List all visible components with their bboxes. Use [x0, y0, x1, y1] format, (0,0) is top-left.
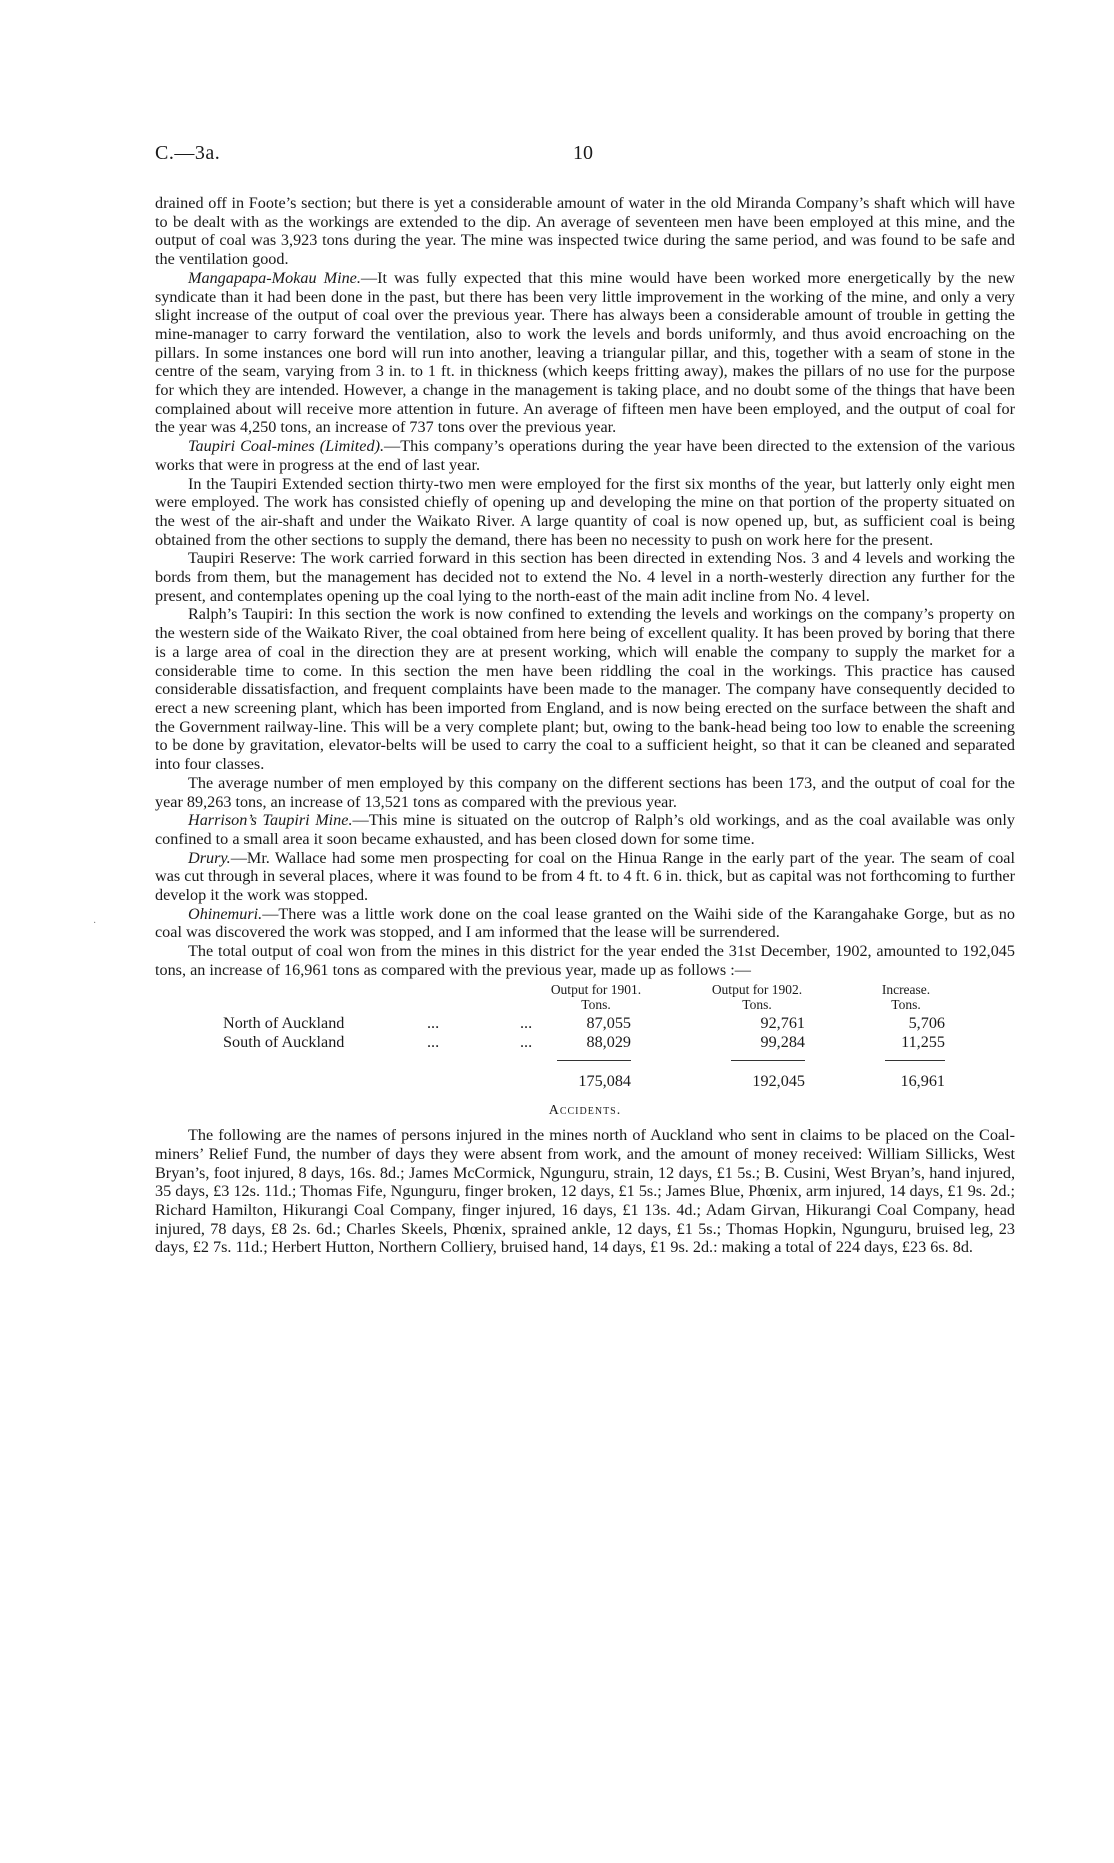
output-table	[155, 980, 1015, 1098]
header-label: Increase.	[881, 981, 931, 997]
cell-1901: 88,029	[586, 1032, 631, 1051]
row-label: South of Auckland	[223, 1032, 345, 1051]
paragraph-harrison-text: —This mine is situated on the outcrop of Ralph’s old workings, and as the coal available was only confined to a small area it soon became exhausted, and has been closed down for some time.	[155, 811, 1015, 848]
table-row	[155, 1033, 1015, 1053]
total-rule	[885, 1060, 945, 1061]
paragraph-drury	[155, 849, 1015, 905]
paragraph-taupiri-reserve: Taupiri Reserve: The work carried forward in this section has been directed in extending Nos. 3 and 4 levels and working the bords from them, but the management has decided not to extend the No. 4 level in a north-westerly direction any further for the present, and contemplates opening up the coal lying to the north-east of the main adit incline from No. 4 level.	[155, 549, 1015, 605]
paragraph-total-output: The total output of coal won from the mines in this district for the year ended the 31st December, 1902, amounted to 192,045 tons, an increase of 16,961 tons as compared with the previous year, made up as follows :—	[155, 942, 1015, 979]
italic-lead-ohinemuri: Ohinemuri.	[188, 904, 263, 923]
total-1902: 192,045	[752, 1071, 805, 1090]
header-unit: Tons.	[891, 996, 921, 1012]
cell-1901: 87,055	[586, 1013, 631, 1032]
header-label: Output for 1902.	[711, 981, 803, 997]
italic-lead-harrison: Harrison’s Taupiri Mine.	[188, 811, 353, 830]
header-unit: Tons.	[581, 996, 611, 1012]
paragraph-drury-text: —Mr. Wallace had some men prospecting for coal on the Hinua Range in the early part of the year. The seam of coal was cut through in several places, where it was found to be from 4 ft. to 4 ft. 6 in. thick, but as capital was not forthcoming to further develop it the work was stopped.	[155, 848, 1015, 905]
table-row	[155, 1014, 1015, 1034]
cell-1902: 92,761	[760, 1013, 805, 1032]
italic-lead-taupiri: Taupiri Coal-mines (Limited).	[188, 437, 385, 456]
cell-increase: 5,706	[908, 1013, 945, 1032]
table-total-row	[155, 1072, 1015, 1092]
paragraph-harrison	[155, 811, 1015, 848]
italic-lead-mangapapa: Mangapapa-Mokau Mine.	[188, 268, 361, 287]
leader-dots: ...	[427, 1032, 440, 1051]
leader-dots: ...	[520, 1032, 533, 1051]
section-heading-accidents: Accidents.	[548, 1102, 622, 1118]
table-header-increase	[855, 982, 957, 1012]
paragraph-accidents: The following are the names of persons injured in the mines north of Auckland who sent in claims to be placed on the Coal-miners’ Relief Fund, the number of days they were absent from work, and the amount of money received: William Sillicks, West Bryan’s, foot injured, 8 days, 16s. 8d.; James McCormick, Ngunguru, strain, 12 days, £1 5s.; B. Cusini, West Bryan’s, hand injured, 35 days, £3 12s. 11d.; Thomas Fife, Ngunguru, finger broken, 12 days, £1 5s.; James Blue, Phœnix, arm injured, 14 days, £1 9s. 2d.; Richard Hamilton, Hikurangi Coal Company, finger injured, 16 days, £1 13s. 4d.; Adam Girvan, Hikurangi Coal Company, head injured, 78 days, £8 2s. 6d.; Charles Skeels, Phœnix, sprained ankle, 12 days, £1 5s.; Thomas Hopkin, Ngunguru, bruised leg, 23 days, £2 7s. 11d.; Herbert Hutton, Northern Colliery, bruised hand, 14 days, £1 9s. 2d.: making a total of 224 days, £23 6s. 8d.	[155, 1126, 1015, 1257]
paragraph-taupiri-extended: In the Taupiri Extended section thirty-two men were employed for the first six months of the year, but latterly only eight men were employed. The work has consisted chiefly of opening up and developing the mine on that portion of the property situated on the west of the air-shaft and under the Waikato River. A large quantity of coal is now opened up, but, as sufficient coal is being obtained from the other sections to supply the demand, there has been no necessity to push on work here for the present.	[155, 474, 1015, 549]
paragraph-ohinemuri-text: —There was a little work done on the coal lease granted on the Waihi side of the Karangahake Gorge, but as no coal was discovered the work was stopped, and I am informed that the lease will be surrendered.	[155, 904, 1015, 942]
paragraph-miranda: drained off in Foote’s section; but there is yet a considerable amount of water in the old Miranda Company’s shaft which will have to be dealt with as the workings are extended to the dip. An average of seventeen men have been employed at this mine, and the output of coal was 3,923 tons during the year. The mine was inspected twice during the same period, and was found to be safe and the ventilation good.	[155, 194, 1015, 269]
cell-1902: 99,284	[760, 1032, 805, 1051]
paragraph-taupiri-text: —This company’s operations during the year have been directed to the extension of the various works that were in progress at the end of last year.	[155, 437, 1015, 474]
page-header	[155, 142, 1015, 172]
margin-mark: ·	[93, 918, 97, 929]
paragraph-mangapapa	[155, 269, 1015, 437]
row-label: North of Auckland	[223, 1013, 345, 1032]
leader-dots: ...	[520, 1013, 533, 1032]
cell-increase: 11,255	[901, 1032, 945, 1051]
paragraph-taupiri	[155, 437, 1015, 474]
paragraph-mangapapa-text: —It was fully expected that this mine would have been worked more energetically by the new syndicate than it had been done in the past, but there has been very little improvement in the working of the mine, and only a very slight increase of the output of coal over the previous year. There has always been a considerable amount of trouble in getting the mine-manager to carry forward the ventilation, also to work the levels and bords uniformly, and thus avoid encroaching on the pillars. In some instances one bord will run into another, leaving a triangular pillar, and this, together with a seam of stone in the centre of the seam, varying from 3 in. to 1 ft. in thickness (which keeps fritting away), makes the pillars of no use for the purpose for which they are intended. However, a change in the management is taking place, and no doubt some of the things that have been complained about will receive more attention in future. An average of fifteen men have been employed, and the output of coal for the year was 4,250 tons, an increase of 737 tons over the previous year.	[155, 268, 1015, 437]
paragraph-average-men: The average number of men employed by this company on the different sections has been 173, and the output of coal for the year 89,263 tons, an increase of 13,521 tons as compared with the previous year.	[155, 773, 1015, 811]
total-increase: 16,961	[900, 1071, 945, 1090]
body-text	[155, 194, 1015, 1257]
paragraph-ohinemuri	[155, 905, 1015, 942]
table-header-1902	[687, 982, 827, 1012]
total-rule	[731, 1060, 805, 1061]
page-number: 10	[573, 142, 593, 164]
header-label: Output for 1901.	[550, 981, 642, 997]
total-rule	[557, 1060, 631, 1061]
total-1901: 175,084	[578, 1071, 631, 1090]
document-reference: C.—3a.	[155, 142, 221, 164]
table-header-1901	[531, 982, 661, 1012]
italic-lead-drury: Drury.	[188, 848, 231, 867]
header-unit: Tons.	[742, 996, 772, 1012]
leader-dots: ...	[427, 1013, 440, 1032]
paragraph-ralphs-taupiri: Ralph’s Taupiri: In this section the work is now confined to extending the levels and workings on the company’s property on the western side of the Waikato River, the coal obtained from here being of excellent quality. It has been proved by boring that there is a large area of coal in the direction they are at present working, which will enable the company to supply the market for a considerable time to come. In this section the men have been riddling the coal in the workings. This practice has caused considerable dissatisfaction, and frequent complaints have been made to the manager. The company have consequently decided to erect a new screening plant, which has been imported from England, and is now being erected on the surface between the shaft and the Government railway-line. This will be a very complete plant; but, owing to the bank-head being too low to enable the screening to be done by gravitation, elevator-belts will be used to carry the coal to a sufficient height, so that it can be cleaned and separated into four classes.	[155, 605, 1015, 774]
